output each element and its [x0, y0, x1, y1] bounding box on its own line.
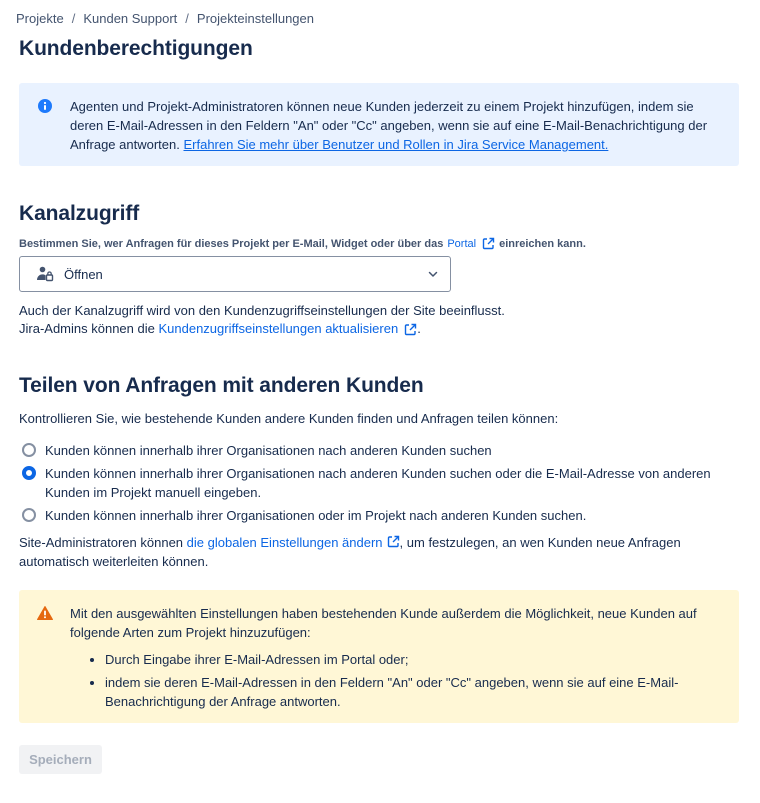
warning-icon: [37, 606, 53, 623]
external-link-icon: [387, 535, 400, 548]
breadcrumb: [16, 11, 314, 26]
info-icon: [38, 99, 52, 116]
info-panel: [19, 83, 739, 166]
site-admin-note-suffix: , um festzulegen, an wen Kunden neue Anfragen automatisch weiterleiten können.: [19, 535, 681, 569]
radio-button[interactable]: [22, 508, 36, 522]
kanalzugriff-heading: Kanalzugriff: [19, 202, 140, 225]
radio-label: Kunden können innerhalb ihrer Organisationen nach anderen Kunden suchen: [45, 443, 492, 458]
warning-text: Mit den ausgewählten Einstellungen haben bestehenden Kunde außerdem die Möglichkeit, neue Kunden auf folgende Arten zum Projekt hinzuzufügen:: [70, 606, 697, 640]
user-lock-icon: [36, 265, 54, 283]
warning-panel: [19, 590, 739, 723]
radio-option-org-search[interactable]: [22, 441, 742, 460]
channel-access-note-prefix: Jira-Admins können die: [19, 321, 155, 336]
external-link-icon: [482, 237, 495, 250]
channel-access-note-line1: Auch der Kanalzugriff wird von den Kundenzugriffseinstellungen der Site beeinflusst.: [19, 303, 505, 318]
global-settings-link[interactable]: [187, 535, 400, 550]
breadcrumb-separator: /: [185, 11, 189, 26]
channel-access-select[interactable]: [19, 256, 451, 292]
portal-link-text: Portal: [447, 237, 477, 250]
radio-label: Kunden können innerhalb ihrer Organisationen nach anderen Kunden suchen oder die E-Mail-Adresse von anderen Kunden im Projekt manuell eingeben.: [45, 466, 711, 500]
sharing-radio-group: [22, 441, 742, 529]
info-message: Agenten und Projekt-Administratoren können neue Kunden jederzeit zu einem Projekt hinzufügen, indem sie deren E-Mail-Adressen in den Feldern "An" oder "Cc" angeben, wenn sie auf eine E-Mail-Benachrichtigung der Anfrage antworten.: [70, 99, 708, 152]
channel-access-label-text: Bestimmen Sie, wer Anfragen für dieses Projekt per E-Mail, Widget oder über das: [19, 237, 444, 250]
breadcrumb-projekteinstellungen[interactable]: Projekteinstellungen: [196, 11, 314, 26]
warning-bullet-list: [105, 650, 725, 715]
portal-link[interactable]: [447, 237, 495, 250]
update-customer-access-link[interactable]: [158, 320, 417, 338]
global-settings-link-text: die globalen Einstellungen ändern: [186, 535, 383, 550]
external-link-icon: [404, 323, 417, 336]
site-admin-note-prefix: Site-Administratoren können: [19, 535, 184, 550]
teilen-description: Kontrollieren Sie, wie bestehende Kunden andere Kunden finden und Anfragen teilen können:: [19, 411, 559, 426]
radio-button[interactable]: [22, 443, 36, 457]
info-text: [70, 97, 725, 154]
radio-option-org-search-or-email[interactable]: [22, 464, 742, 502]
channel-access-label-suffix: einreichen kann.: [499, 237, 586, 250]
channel-access-select-value: Öffnen: [64, 266, 103, 282]
breadcrumb-kunden-support[interactable]: Kunden Support: [83, 11, 178, 26]
radio-button-selected[interactable]: [22, 466, 36, 480]
teilen-heading: Teilen von Anfragen mit anderen Kunden: [19, 374, 424, 397]
page-title: Kundenberechtigungen: [19, 37, 253, 60]
channel-access-note: [19, 302, 505, 338]
info-learn-more-link[interactable]: Erfahren Sie mehr über Benutzer und Rollen in Jira Service Management.: [183, 137, 609, 152]
channel-access-note-line2: [19, 320, 505, 338]
channel-access-label: [19, 237, 586, 250]
chevron-down-icon: [427, 268, 439, 283]
list-item: • Durch Eingabe ihrer E-Mail-Adressen im Portal oder;: [105, 650, 725, 669]
channel-access-note-suffix: .: [417, 321, 421, 336]
save-button[interactable]: Speichern: [19, 745, 102, 774]
breadcrumb-separator: /: [71, 11, 76, 26]
list-item: • indem sie deren E-Mail-Adressen in den Feldern "An" oder "Cc" angeben, wenn sie auf eine E-Mail-Benachrichtigung der Anfrage antworten.: [105, 673, 725, 711]
site-admin-note: [19, 533, 739, 571]
update-customer-access-link-text: Kundenzugriffseinstellungen aktualisieren: [158, 321, 399, 336]
breadcrumb-projekte[interactable]: Projekte: [16, 11, 64, 26]
radio-option-org-or-project-search[interactable]: [22, 506, 742, 525]
radio-label: Kunden können innerhalb ihrer Organisationen oder im Projekt nach anderen Kunden suchen.: [45, 508, 587, 523]
